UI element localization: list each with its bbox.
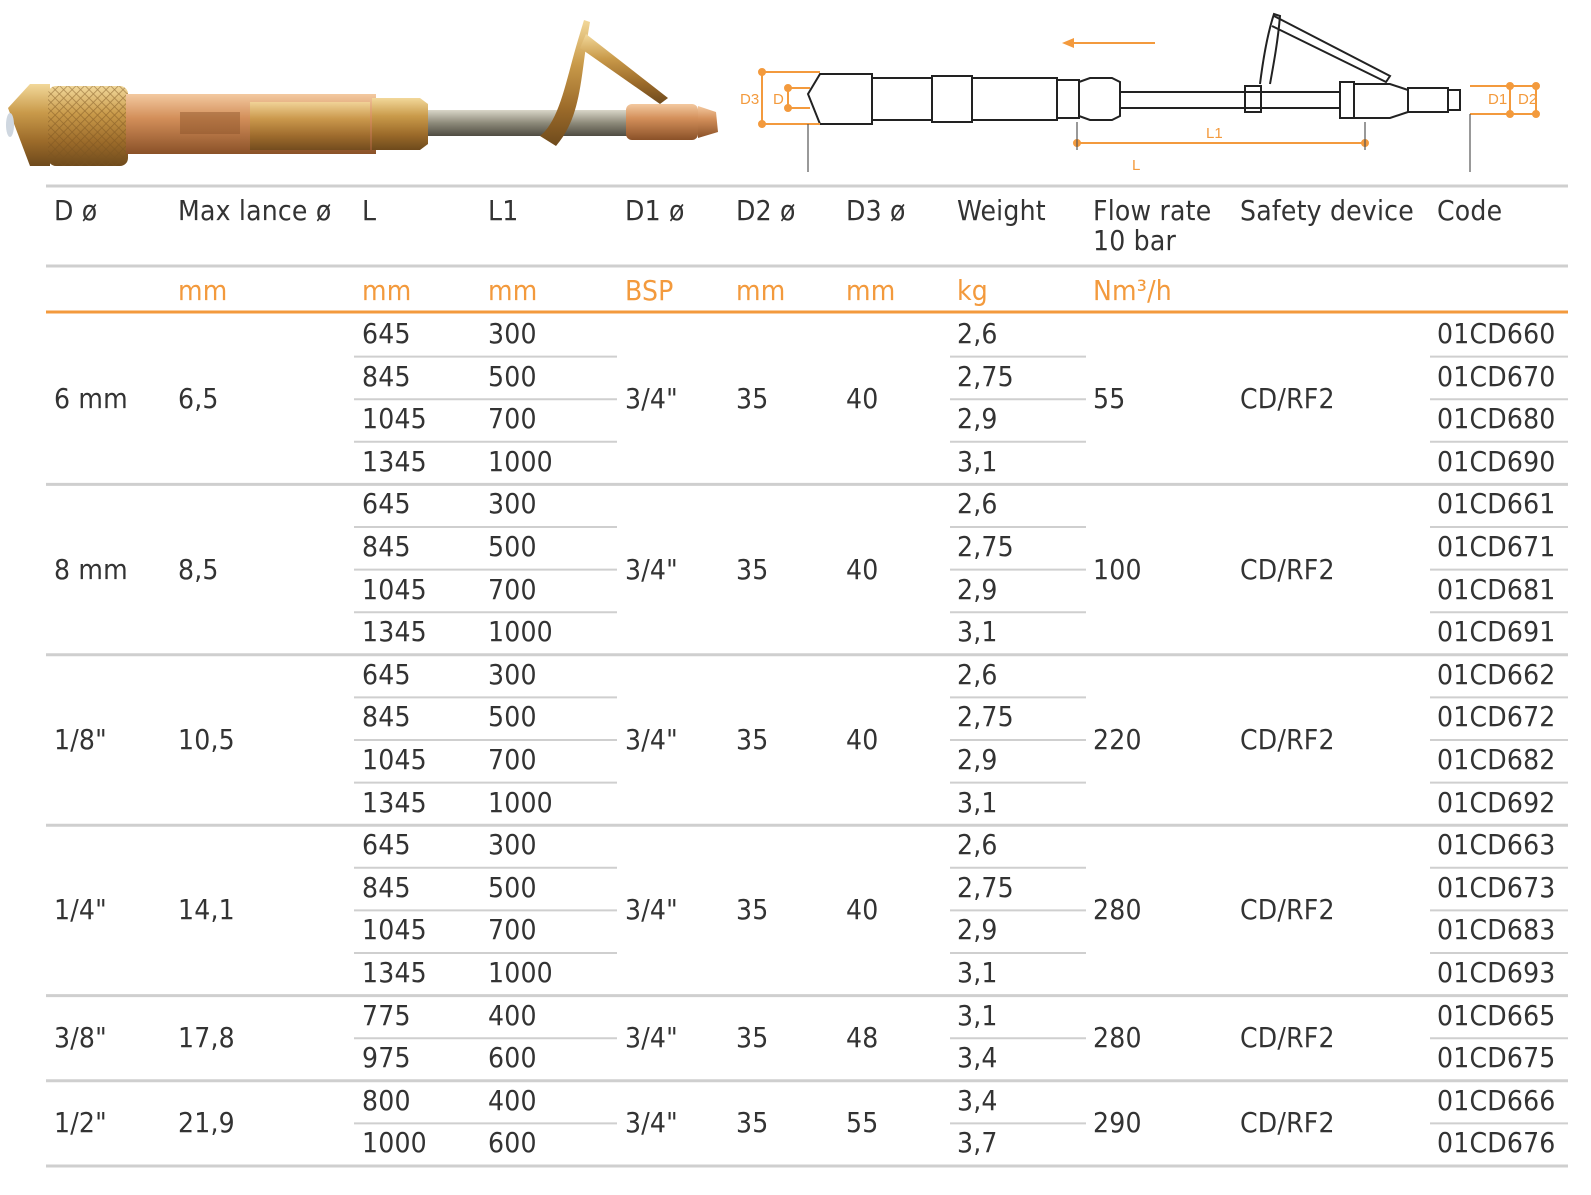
group-d-4: 3/8"	[54, 1021, 107, 1055]
header-4: D1 ø	[625, 194, 685, 227]
row-l1-4-0: 400	[488, 998, 537, 1032]
row-l-2-1: 845	[362, 700, 411, 734]
group-d3-2: 40	[846, 723, 879, 756]
row-weight-1-2: 2,9	[957, 572, 998, 606]
group-flow-3: 280	[1093, 893, 1142, 927]
label-d: D	[773, 91, 784, 108]
row-l1-5-1: 600	[488, 1126, 537, 1160]
row-code-3-3: 01CD693	[1437, 956, 1556, 989]
row-l-3-2: 1045	[362, 913, 427, 947]
row-l-0-0: 645	[362, 317, 411, 350]
group-safety-4: CD/RF2	[1240, 1021, 1335, 1055]
row-l1-1-3: 1000	[488, 615, 553, 649]
group-d1-1: 3/4"	[625, 552, 678, 586]
group-d-0: 6 mm	[54, 382, 128, 416]
group-safety-2: CD/RF2	[1240, 723, 1335, 756]
row-code-2-3: 01CD692	[1437, 785, 1556, 819]
row-weight-1-3: 3,1	[957, 615, 998, 649]
row-code-2-1: 01CD672	[1437, 700, 1556, 734]
group-d-2: 1/8"	[54, 723, 107, 756]
row-code-2-0: 01CD662	[1437, 657, 1556, 691]
group-d-5: 1/2"	[54, 1106, 107, 1140]
spec-table	[46, 184, 1568, 1174]
row-l-5-0: 800	[362, 1083, 411, 1117]
group-d2-0: 35	[736, 382, 769, 416]
row-weight-2-1: 2,75	[957, 700, 1014, 734]
row-l-0-1: 845	[362, 359, 411, 393]
row-weight-4-0: 3,1	[957, 998, 998, 1032]
group-d3-3: 40	[846, 893, 879, 927]
row-code-5-0: 01CD666	[1437, 1083, 1556, 1117]
row-l-1-3: 1345	[362, 615, 427, 649]
row-l1-2-3: 1000	[488, 785, 553, 819]
group-flow-2: 220	[1093, 723, 1142, 756]
label-d3: D3	[740, 91, 760, 108]
unit-6: mm	[846, 274, 896, 307]
row-l1-0-3: 1000	[488, 444, 553, 478]
row-l-3-1: 845	[362, 870, 411, 904]
row-weight-0-1: 2,75	[957, 359, 1014, 393]
row-l1-2-2: 700	[488, 743, 537, 776]
row-code-1-3: 01CD691	[1437, 615, 1556, 649]
label-l1: L1	[1206, 125, 1223, 142]
label-l: L	[1132, 157, 1141, 174]
row-l-4-0: 775	[362, 998, 411, 1032]
row-code-1-0: 01CD661	[1437, 487, 1556, 521]
technical-drawing	[740, 0, 1591, 180]
group-d-1: 8 mm	[54, 552, 128, 586]
row-l-0-2: 1045	[362, 402, 427, 436]
row-code-1-2: 01CD681	[1437, 572, 1556, 606]
row-code-5-1: 01CD676	[1437, 1126, 1556, 1160]
unit-1: mm	[178, 274, 228, 307]
row-code-3-1: 01CD673	[1437, 870, 1556, 904]
row-code-3-0: 01CD663	[1437, 828, 1556, 862]
header-5: D2 ø	[736, 194, 796, 227]
group-d2-4: 35	[736, 1021, 769, 1055]
row-weight-0-0: 2,6	[957, 317, 998, 350]
row-weight-5-0: 3,4	[957, 1083, 998, 1117]
row-weight-1-1: 2,75	[957, 530, 1014, 563]
row-l1-1-2: 700	[488, 572, 537, 606]
group-max-lance-1: 8,5	[178, 552, 219, 586]
row-weight-3-3: 3,1	[957, 956, 998, 989]
group-d3-4: 48	[846, 1021, 879, 1055]
header-0: D ø	[54, 194, 98, 227]
header-1: Max lance ø	[178, 194, 332, 227]
header-6: D3 ø	[846, 194, 906, 227]
row-weight-2-3: 3,1	[957, 785, 998, 819]
row-l1-1-1: 500	[488, 530, 537, 563]
group-safety-3: CD/RF2	[1240, 893, 1335, 927]
header-7: Weight	[957, 194, 1046, 227]
group-d2-3: 35	[736, 893, 769, 927]
group-d1-2: 3/4"	[625, 723, 678, 756]
group-d1-3: 3/4"	[625, 893, 678, 927]
row-l1-3-3: 1000	[488, 956, 553, 989]
unit-5: mm	[736, 274, 786, 307]
row-code-2-2: 01CD682	[1437, 743, 1556, 776]
group-max-lance-5: 21,9	[178, 1106, 235, 1140]
group-d-3: 1/4"	[54, 893, 107, 927]
group-max-lance-2: 10,5	[178, 723, 235, 756]
label-d1: D1	[1488, 91, 1508, 108]
row-code-0-0: 01CD660	[1437, 317, 1556, 350]
row-l-5-1: 1000	[362, 1126, 427, 1160]
unit-4: BSP	[625, 274, 674, 307]
unit-3: mm	[488, 274, 538, 307]
group-d3-5: 55	[846, 1106, 879, 1140]
row-weight-0-3: 3,1	[957, 444, 998, 478]
group-max-lance-4: 17,8	[178, 1021, 235, 1055]
group-max-lance-3: 14,1	[178, 893, 235, 927]
row-code-0-3: 01CD690	[1437, 444, 1556, 478]
row-l1-4-1: 600	[488, 1041, 537, 1075]
row-weight-5-1: 3,7	[957, 1126, 998, 1160]
group-flow-1: 100	[1093, 552, 1142, 586]
group-safety-1: CD/RF2	[1240, 552, 1335, 586]
row-weight-3-1: 2,75	[957, 870, 1014, 904]
row-l-3-0: 645	[362, 828, 411, 862]
group-d1-0: 3/4"	[625, 382, 678, 416]
row-code-1-1: 01CD671	[1437, 530, 1556, 563]
row-l-1-0: 645	[362, 487, 411, 521]
group-flow-4: 280	[1093, 1021, 1142, 1055]
group-flow-0: 55	[1093, 382, 1126, 416]
row-weight-3-0: 2,6	[957, 828, 998, 862]
label-d2: D2	[1518, 91, 1538, 108]
group-flow-5: 290	[1093, 1106, 1142, 1140]
header-flow-rate: Flow rate	[1093, 194, 1212, 227]
row-l1-1-0: 300	[488, 487, 537, 521]
row-l-2-2: 1045	[362, 743, 427, 776]
row-code-0-2: 01CD680	[1437, 402, 1556, 436]
group-d1-4: 3/4"	[625, 1021, 678, 1055]
table-rules	[46, 184, 1568, 1174]
row-l1-0-1: 500	[488, 359, 537, 393]
group-safety-0: CD/RF2	[1240, 382, 1335, 416]
row-weight-1-0: 2,6	[957, 487, 998, 521]
header-flow-rate-pressure: 10 bar	[1093, 224, 1177, 257]
group-max-lance-0: 6,5	[178, 382, 219, 416]
row-l-1-1: 845	[362, 530, 411, 563]
row-weight-0-2: 2,9	[957, 402, 998, 436]
unit-7: kg	[957, 274, 988, 307]
row-code-4-0: 01CD665	[1437, 998, 1556, 1032]
row-l1-2-1: 500	[488, 700, 537, 734]
group-d2-5: 35	[736, 1106, 769, 1140]
group-d3-0: 40	[846, 382, 879, 416]
row-l1-0-2: 700	[488, 402, 537, 436]
row-weight-2-0: 2,6	[957, 657, 998, 691]
row-weight-2-2: 2,9	[957, 743, 998, 776]
group-safety-5: CD/RF2	[1240, 1106, 1335, 1140]
group-d2-2: 35	[736, 723, 769, 756]
row-l1-3-0: 300	[488, 828, 537, 862]
row-l-2-0: 645	[362, 657, 411, 691]
row-code-4-1: 01CD675	[1437, 1041, 1556, 1075]
row-l1-3-1: 500	[488, 870, 537, 904]
row-l1-2-0: 300	[488, 657, 537, 691]
row-l1-3-2: 700	[488, 913, 537, 947]
group-d3-1: 40	[846, 552, 879, 586]
header-10: Code	[1437, 194, 1503, 227]
row-l-0-3: 1345	[362, 444, 427, 478]
row-weight-3-2: 2,9	[957, 913, 998, 947]
unit-8: Nm³/h	[1093, 274, 1172, 307]
row-l-3-3: 1345	[362, 956, 427, 989]
group-d1-5: 3/4"	[625, 1106, 678, 1140]
row-weight-4-1: 3,4	[957, 1041, 998, 1075]
header-9: Safety device	[1240, 194, 1414, 227]
row-l1-5-0: 400	[488, 1083, 537, 1117]
product-photo	[0, 0, 740, 180]
row-l-2-3: 1345	[362, 785, 427, 819]
unit-2: mm	[362, 274, 412, 307]
header-2: L	[362, 194, 377, 227]
row-code-0-1: 01CD670	[1437, 359, 1556, 393]
group-d2-1: 35	[736, 552, 769, 586]
row-l1-0-0: 300	[488, 317, 537, 350]
row-code-3-2: 01CD683	[1437, 913, 1556, 947]
row-l-1-2: 1045	[362, 572, 427, 606]
header-3: L1	[488, 194, 519, 227]
row-l-4-1: 975	[362, 1041, 411, 1075]
